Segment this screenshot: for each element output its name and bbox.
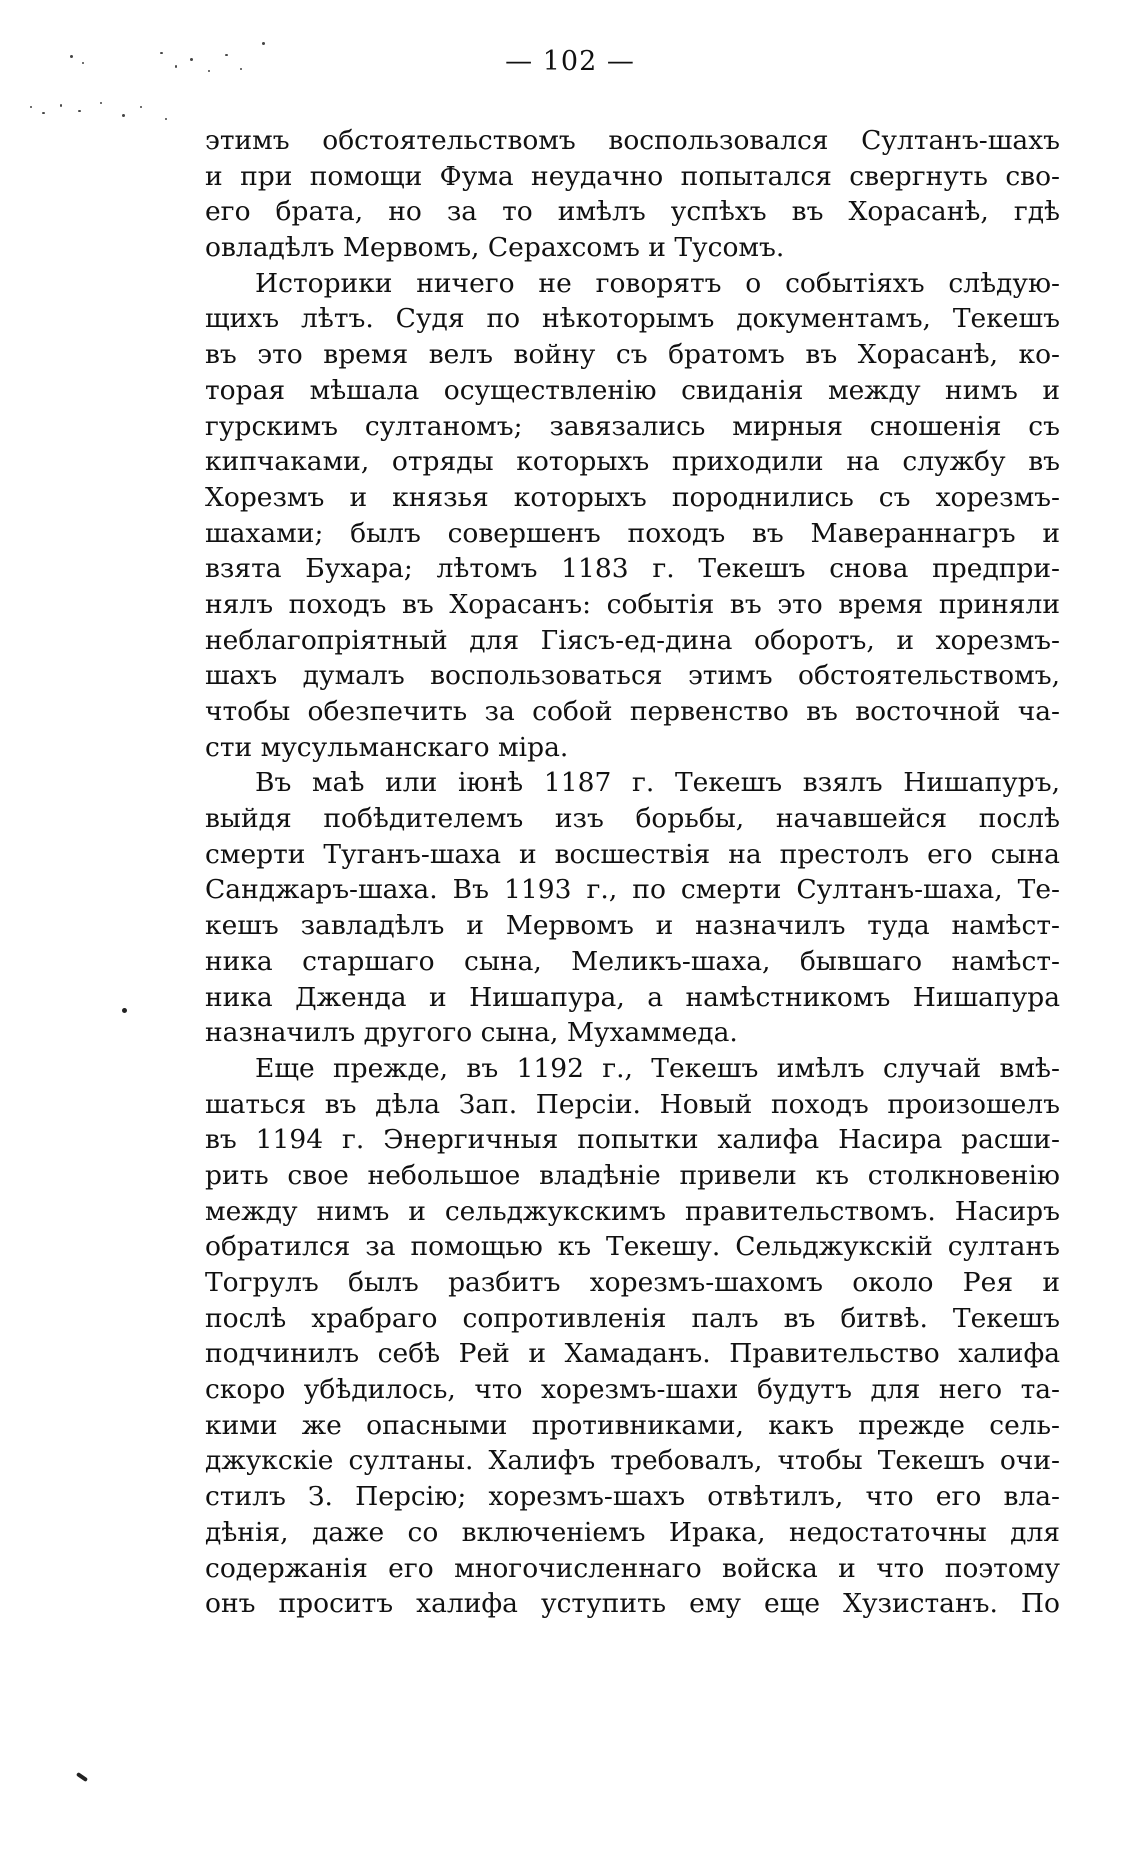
text-line: смерти Туганъ-шаха и восшествія на престолъ его сына — [205, 838, 1060, 870]
text-line: подчинилъ себѣ Рей и Хамаданъ. Правительство халифа — [205, 1338, 1060, 1370]
text-line: сти мусульманскаго міра. — [205, 731, 569, 763]
text-line: торая мѣшала осуществленію свиданія между нимъ и — [205, 374, 1060, 406]
text-line: и при помощи Фума неудачно попытался свергнуть сво- — [205, 160, 1060, 192]
text-line: шаться въ дѣла Зап. Персіи. Новый походъ произошелъ — [205, 1088, 1060, 1120]
text-line: выйдя побѣдителемъ изъ борьбы, начавшейся послѣ — [205, 803, 1060, 835]
text-line: неблагопріятный для Гіясъ-ед-дина оборотъ, и хорезмъ- — [205, 624, 1060, 656]
text-line: ника старшаго сына, Меликъ-шаха, бывшаго намѣст- — [205, 945, 1060, 977]
text-line: овладѣлъ Мервомъ, Серахсомъ и Тусомъ. — [205, 232, 785, 264]
text-line: стилъ З. Персію; хорезмъ-шахъ отвѣтилъ, что его вла- — [205, 1481, 1060, 1513]
text-line: шахами; былъ совершенъ походъ въ Мавераннагръ и — [205, 517, 1060, 549]
text-line: его брата, но за то имѣлъ успѣхъ въ Хорасанѣ, гдѣ — [205, 196, 1060, 228]
text-line: въ 1194 г. Энергичныя попытки халифа Насира расши- — [205, 1124, 1060, 1156]
text-line: послѣ храбраго сопротивленія палъ въ битвѣ. Текешъ — [205, 1302, 1060, 1334]
margin-dot — [122, 1008, 127, 1013]
text-line: содержанія его многочисленнаго войска и что поэтому — [205, 1552, 1060, 1584]
page-number: — 102 — — [505, 46, 635, 77]
text-line: взята Бухара; лѣтомъ 1183 г. Текешъ снова предпри- — [205, 553, 1060, 585]
margin-mark — [76, 1772, 88, 1782]
text-line: Еще прежде, въ 1192 г., Текешъ имѣлъ случай вмѣ- — [255, 1052, 1060, 1084]
text-line: обратился за помощью къ Текешу. Сельджукскій султанъ — [205, 1231, 1060, 1263]
text-line: скоро убѣдилось, что хорезмъ-шахи будутъ для него та- — [205, 1374, 1060, 1406]
text-line: онъ проситъ халифа уступить ему еще Хузистанъ. По — [205, 1588, 1060, 1620]
text-line: ника Дженда и Нишапура, а намѣстникомъ Нишапура — [205, 981, 1060, 1013]
main-text — [205, 123, 1060, 1622]
text-line: кипчаками, отряды которыхъ приходили на службу въ — [205, 446, 1060, 478]
text-line: назначилъ другого сына, Мухаммеда. — [205, 1017, 738, 1049]
text-line: дѣнія, даже со включеніемъ Ирака, недостаточны для — [205, 1516, 1060, 1548]
text-line: шахъ думалъ воспользоваться этимъ обстоятельствомъ, — [205, 660, 1060, 692]
text-line: между нимъ и сельджукскимъ правительствомъ. Насиръ — [205, 1195, 1060, 1227]
text-line: Санджаръ-шаха. Въ 1193 г., по смерти Султанъ-шаха, Те- — [205, 874, 1060, 906]
text-line: рить свое небольшое владѣніе привели къ столкновенію — [205, 1159, 1060, 1191]
text-line: въ это время велъ войну съ братомъ въ Хорасанѣ, ко- — [205, 339, 1060, 371]
text-line: Хорезмъ и князья которыхъ породнились съ хорезмъ- — [205, 481, 1060, 513]
text-line: Въ маѣ или іюнѣ 1187 г. Текешъ взялъ Нишапуръ, — [255, 767, 1060, 799]
text-line: щихъ лѣтъ. Судя по нѣкоторымъ документамъ, Текешъ — [205, 303, 1060, 335]
text-line: чтобы обезпечить за собой первенство въ восточной ча- — [205, 696, 1060, 727]
text-line: кешъ завладѣлъ и Мервомъ и назначилъ туда намѣст- — [205, 910, 1060, 942]
text-line: Тогрулъ былъ разбитъ хорезмъ-шахомъ около Рея и — [205, 1267, 1060, 1298]
text-line: кими же опасными противниками, какъ прежде сель- — [205, 1409, 1060, 1441]
text-line: Историки ничего не говорятъ о событіяхъ слѣдую- — [255, 267, 1060, 299]
text-line: гурскимъ султаномъ; завязались мирныя сношенія съ — [205, 410, 1060, 442]
text-line: этимъ обстоятельствомъ воспользовался Султанъ-шахъ — [205, 125, 1060, 156]
text-line: нялъ походъ въ Хорасанъ: событія въ это время приняли — [205, 588, 1060, 620]
text-line: джукскіе султаны. Халифъ требовалъ, чтобы Текешъ очи- — [205, 1445, 1060, 1477]
